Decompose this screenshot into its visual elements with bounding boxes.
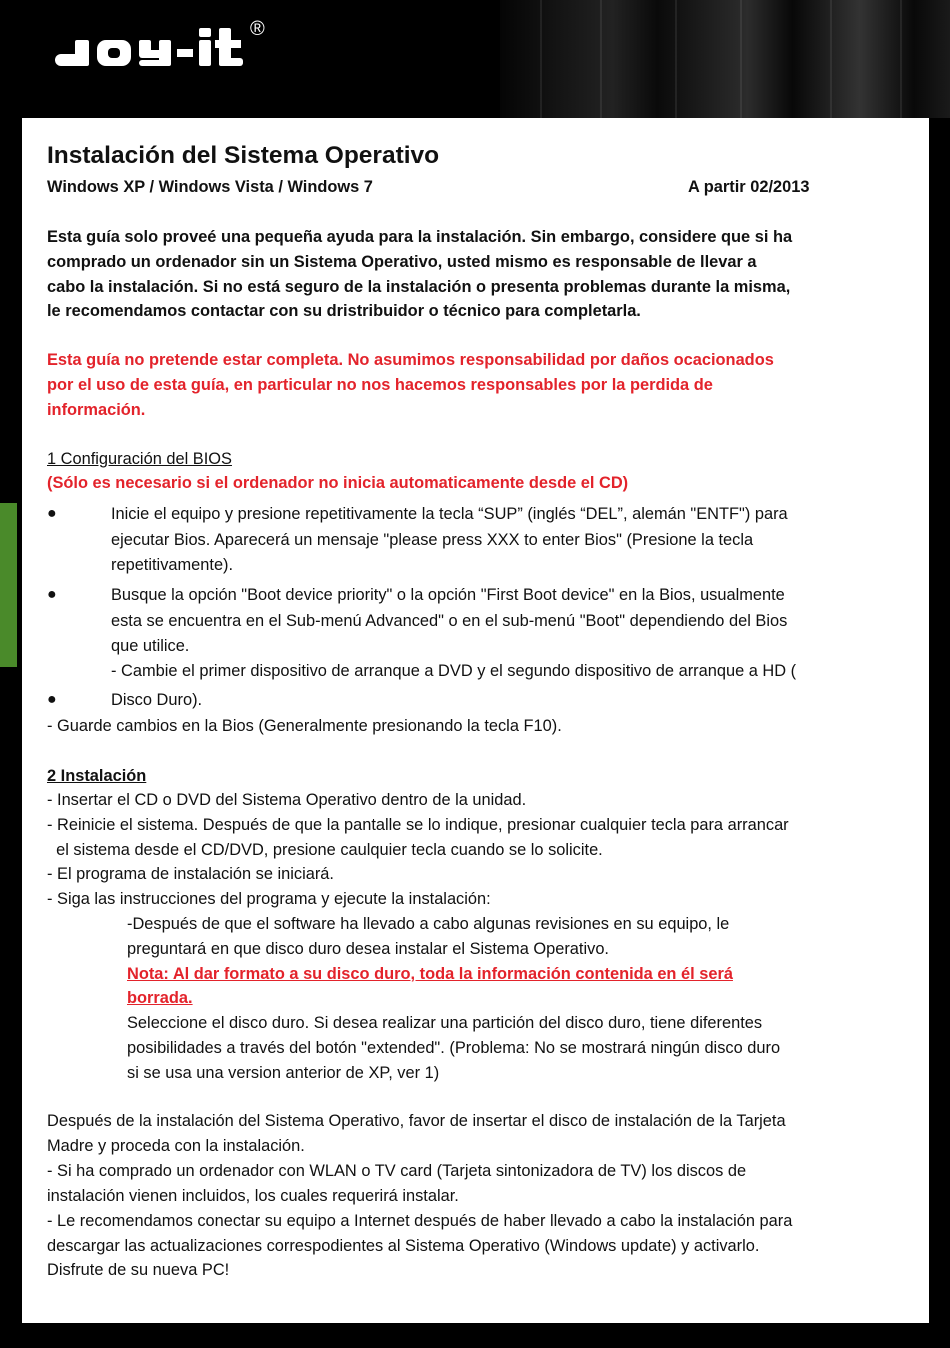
section2-line: - Reinicie el sistema. Después de que la pantalle se lo indique, presionar cualquier tecla para arrancar xyxy=(47,816,789,834)
closing-line: Después de la instalación del Sistema Operativo, favor de insertar el disco de instalación de la Tarjeta xyxy=(47,1112,786,1130)
bullet-icon: ● xyxy=(47,691,57,708)
warning-line: por el uso de esta guía, en particular no nos hacemos responsables por la perdida de xyxy=(47,376,713,394)
section1-save: - Guarde cambios en la Bios (Generalmente presionando la tecla F10). xyxy=(47,717,562,735)
closing-line: Disfrute de su nueva PC! xyxy=(47,1261,230,1279)
side-accent-bar xyxy=(0,503,17,667)
subtitle-windows: Windows XP / Windows Vista / Windows 7 xyxy=(47,178,373,196)
section2-line: - Siga las instrucciones del programa y ejecute la instalación: xyxy=(47,890,491,908)
section2-line: - El programa de instalación se iniciará. xyxy=(47,865,334,883)
intro-line: Esta guía solo proveé una pequeña ayuda para la instalación. Sin embargo, considere que si ha xyxy=(47,228,793,246)
section1-line: - Cambie el primer dispositivo de arranque a DVD y el segundo dispositivo de arranque a HD ( xyxy=(111,662,797,680)
bullet-icon: ● xyxy=(47,505,57,522)
section2-indented: -Después de que el software ha llevado a cabo algunas revisiones en su equipo, le xyxy=(127,915,730,933)
closing-line: descargar las actualizaciones correspodientes al Sistema Operativo (Windows update) y activarlo. xyxy=(47,1237,760,1255)
joy-it-logo xyxy=(55,18,250,78)
closing-line: - Si ha comprado un ordenador con WLAN o TV card (Tarjeta sintonizadora de TV) los discos de xyxy=(47,1162,747,1180)
section2-indented: si se usa una version anterior de XP, ver 1) xyxy=(127,1064,440,1082)
warning-line: Esta guía no pretende estar completa. No asumimos responsabilidad por daños ocacionados xyxy=(47,351,774,369)
registered-mark: ® xyxy=(250,18,265,40)
intro-line: comprado un ordenador sin un Sistema Operativo, usted mismo es responsable de llevar a xyxy=(47,253,757,271)
section1-line: Busque la opción "Boot device priority" o la opción "First Boot device" en la Bios, usualmente xyxy=(111,586,785,604)
closing-line: instalación vienen incluidos, los cuales requerirá instalar. xyxy=(47,1187,459,1205)
section1-line: Inicie el equipo y presione repetitivamente la tecla “SUP” (inglés “DEL”, alemán "ENTF") para xyxy=(111,505,788,523)
section2-indented: posibilidades a través del botón "extended". (Problema: No se mostrará ningún disco duro xyxy=(127,1039,781,1057)
section1-line: Disco Duro). xyxy=(111,691,203,709)
section2-line: el sistema desde el CD/DVD, presione caulquier tecla cuando se lo solicite. xyxy=(47,841,603,859)
section2-heading: 2 Instalación xyxy=(47,767,147,785)
header-banner xyxy=(0,0,950,118)
section2-indented: Seleccione el disco duro. Si desea realizar una partición del disco duro, tiene diferentes xyxy=(127,1014,763,1032)
section1-heading: 1 Configuración del BIOS xyxy=(47,450,232,468)
subtitle-date: A partir 02/2013 xyxy=(688,178,810,196)
nota-warning: borrada. xyxy=(127,989,193,1007)
section1-line: que utilice. xyxy=(111,637,190,655)
section1-line: repetitivamente). xyxy=(111,556,234,574)
section2-indented: preguntará en que disco duro desea instalar el Sistema Operativo. xyxy=(127,940,609,958)
section2-line: - Insertar el CD o DVD del Sistema Operativo dentro de la unidad. xyxy=(47,791,527,809)
page-title: Instalación del Sistema Operativo xyxy=(47,142,440,169)
section1-note: (Sólo es necesario si el ordenador no inicia automaticamente desde el CD) xyxy=(47,474,629,492)
closing-line: Madre y proceda con la instalación. xyxy=(47,1137,305,1155)
nota-warning: Nota: Al dar formato a su disco duro, toda la información contenida en él será xyxy=(127,965,733,983)
intro-line: le recomendamos contactar con su dristribuidor o técnico para completarla. xyxy=(47,302,641,320)
hero-image xyxy=(500,0,950,118)
intro-line: cabo la instalación. Si no está seguro de la instalación o presenta problemas durante la misma, xyxy=(47,278,791,296)
warning-line: información. xyxy=(47,401,146,419)
bullet-icon: ● xyxy=(47,586,57,603)
section1-line: ejecutar Bios. Aparecerá un mensaje "please press XXX to enter Bios" (Presione la tecla xyxy=(111,531,754,549)
section1-line: esta se encuentra en el Sub-menú Advanced" o en el sub-menú "Boot" dependiendo del Bios xyxy=(111,612,788,630)
closing-line: - Le recomendamos conectar su equipo a Internet después de haber llevado a cabo la instalación para xyxy=(47,1212,793,1230)
